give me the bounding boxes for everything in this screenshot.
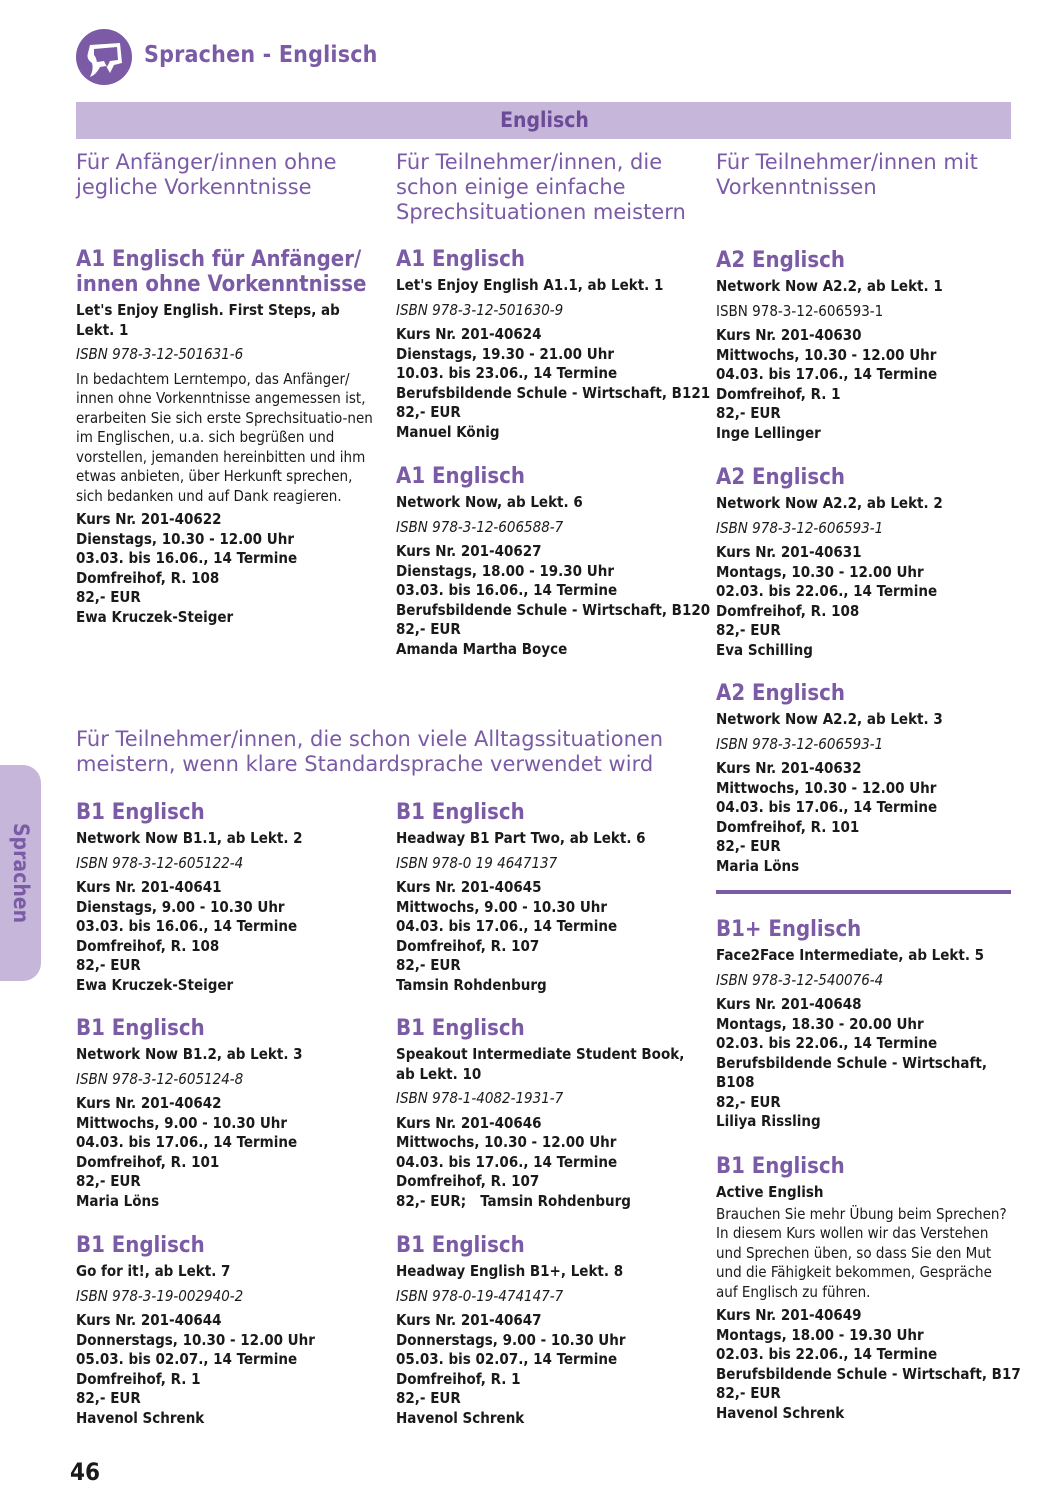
audience-heading-everyday: Für Teilnehmer/innen, die schon viele Alltagssituationen meistern, wenn klare Standardsprache verwendet wird [76,727,664,776]
course-number: Kurs Nr. 201-40649 [716,1306,862,1324]
course-price-teacher: 82,- EUR; Tamsin Rohdenburg [396,1191,631,1210]
course-title: A1 Englisch [396,247,525,272]
course-title: B1 Englisch [76,800,205,825]
course-isbn: ISBN 978-3-12-606593-1 [716,301,884,320]
course-book: Let's Enjoy English. First Steps, ab Lekt. 1 [76,301,340,339]
course-number: Kurs Nr. 201-40624 [396,325,542,343]
course-teacher: Inge Lellinger [716,423,821,442]
course-price: 82,- EUR [716,1384,781,1402]
course-room: Domfreihof, R. 108 [76,568,220,587]
course-card [396,1233,701,1428]
course-schedule: Mittwochs, 9.00 - 10.30 Uhr [396,897,608,916]
course-schedule: Montags, 10.30 - 12.00 Uhr [716,562,924,581]
course-book: Let's Enjoy English A1.1, ab Lekt. 1 [396,276,664,294]
course-room: Domfreihof, R. 1 [76,1369,201,1388]
course-teacher: Maria Löns [716,856,800,875]
course-isbn: ISBN 978-0 19 4647137 [396,853,558,872]
course-isbn: ISBN 978-3-12-606588-7 [396,517,564,536]
course-room: Domfreihof, R. 101 [716,817,860,836]
course-dates: 05.03. bis 02.07., 14 Termine [76,1350,298,1368]
course-room: Berufsbildende Schule - Wirtschaft, B108 [716,1053,987,1091]
course-dates: 04.03. bis 17.06., 14 Termine [716,365,938,383]
course-dates: 02.03. bis 22.06., 14 Termine [716,582,938,600]
course-book: Network Now A2.2, ab Lekt. 1 [716,277,943,295]
course-room: Domfreihof, R. 108 [716,601,860,620]
course-teacher: Havenol Schrenk [396,1408,525,1427]
course-dates: 03.03. bis 16.06., 14 Termine [76,549,298,567]
course-dates: 04.03. bis 17.06., 14 Termine [716,798,938,816]
course-room: Domfreihof, R. 107 [396,1172,540,1190]
course-dates: 04.03. bis 17.06., 14 Termine [76,1133,298,1151]
course-price: 82,- EUR [716,1092,781,1111]
course-schedule: Donnerstags, 9.00 - 10.30 Uhr [396,1330,626,1349]
course-number: Kurs Nr. 201-40642 [76,1094,222,1112]
course-title: A2 Englisch [716,248,845,273]
course-card [716,1154,1021,1423]
course-teacher: Manuel König [396,422,500,441]
course-card [76,1233,381,1428]
course-schedule: Montags, 18.00 - 19.30 Uhr [716,1325,924,1344]
course-dates: 03.03. bis 16.06., 14 Termine [396,581,618,599]
course-description: Brauchen Sie mehr Übung beim Sprechen? In diesem Kurs wollen wir das Verstehen und Sprechen üben, so dass Sie den Mut und die Fähigkeit bekommen, Gespräche auf Englisch zu führen. [716,1204,1007,1301]
course-teacher: Liliya Rissling [716,1112,821,1130]
course-dates: 02.03. bis 22.06., 14 Termine [716,1345,938,1363]
course-schedule: Dienstags, 9.00 - 10.30 Uhr [76,897,285,916]
course-price: 82,- EUR [396,956,461,974]
course-title: B1 Englisch [396,800,525,825]
course-dates: 02.03. bis 22.06., 14 Termine [716,1034,938,1052]
course-room: Domfreihof, R. 101 [76,1152,220,1171]
course-title: B1 Englisch [76,1016,205,1041]
course-card [396,1016,701,1211]
course-card [76,247,376,627]
course-card [76,1016,381,1211]
course-title: A2 Englisch [716,681,845,706]
course-isbn: ISBN 978-3-12-605124-8 [76,1069,244,1088]
course-card [76,800,381,995]
course-card [716,248,1021,443]
course-isbn: ISBN 978-1-4082-1931-7 [396,1089,564,1107]
course-price: 82,- EUR [76,588,141,606]
course-number: Kurs Nr. 201-40641 [76,878,222,896]
course-title: B1 Englisch [76,1233,205,1258]
course-title: B1 Englisch [716,1154,845,1179]
audience-heading-beginners: Für Anfänger/innen ohne jegliche Vorkenntnisse [76,150,337,199]
course-card [396,800,701,995]
course-price: 82,- EUR [76,1389,141,1407]
course-book: Network Now A2.2, ab Lekt. 2 [716,494,943,512]
course-number: Kurs Nr. 201-40644 [76,1311,222,1329]
page-title: Sprachen - Englisch [144,42,378,68]
course-teacher: Havenol Schrenk [76,1408,205,1427]
course-price: 82,- EUR [716,404,781,422]
course-schedule: Dienstags, 10.30 - 12.00 Uhr [76,529,294,548]
course-isbn: ISBN 978-3-12-605122-4 [76,853,244,872]
course-number: Kurs Nr. 201-40647 [396,1311,542,1329]
course-dates: 03.03. bis 16.06., 14 Termine [76,917,298,935]
course-card [716,465,1021,660]
course-room: Domfreihof, R. 108 [76,936,220,955]
course-card [716,917,1016,1132]
course-number: Kurs Nr. 201-40645 [396,878,542,896]
course-dates: 04.03. bis 17.06., 14 Termine [396,917,618,935]
course-teacher: Tamsin Rohdenburg [396,975,547,994]
course-dates: 05.03. bis 02.07., 14 Termine [396,1350,618,1368]
course-book: Headway English B1+, Lekt. 8 [396,1262,624,1280]
section-band-label: Englisch [500,108,589,132]
course-schedule: Mittwochs, 10.30 - 12.00 Uhr [716,778,937,797]
course-book: Active English [716,1183,824,1201]
course-book: Go for it!, ab Lekt. 7 [76,1262,231,1280]
course-schedule: Dienstags, 19.30 - 21.00 Uhr [396,344,614,363]
course-title: A1 Englisch [396,464,525,489]
course-schedule: Montags, 18.30 - 20.00 Uhr [716,1014,924,1033]
course-room: Domfreihof, R. 107 [396,936,540,955]
course-teacher: Havenol Schrenk [716,1403,845,1422]
course-number: Kurs Nr. 201-40632 [716,759,862,777]
course-number: Kurs Nr. 201-40627 [396,542,542,560]
course-book: Network Now, ab Lekt. 6 [396,493,583,511]
course-title: B1 Englisch [396,1233,525,1258]
course-isbn: ISBN 978-3-12-606593-1 [716,518,884,537]
audience-heading-prior: Für Teilnehmer/innen mit Vorkenntnissen [716,150,978,199]
course-schedule: Donnerstags, 10.30 - 12.00 Uhr [76,1330,315,1349]
course-number: Kurs Nr. 201-40648 [716,995,862,1013]
course-title: B1+ Englisch [716,917,862,942]
course-isbn: ISBN 978-3-12-606593-1 [716,734,884,753]
speech-bubble-head-icon [76,29,132,85]
course-isbn: ISBN 978-3-12-501631-6 [76,345,244,363]
course-isbn: ISBN 978-3-12-501630-9 [396,300,564,319]
column-divider [716,890,1011,894]
course-schedule: Mittwochs, 9.00 - 10.30 Uhr [76,1113,288,1132]
course-room: Domfreihof, R. 1 [716,384,841,403]
course-card [396,247,711,442]
course-card [396,464,711,659]
course-schedule: Dienstags, 18.00 - 19.30 Uhr [396,561,614,580]
course-teacher: Maria Löns [76,1191,160,1210]
course-isbn: ISBN 978-0-19-474147-7 [396,1286,564,1305]
course-title: A1 Englisch für Anfänger/ innen ohne Vorkenntnisse [76,247,367,297]
course-price: 82,- EUR [716,837,781,855]
course-card [716,681,1021,876]
course-price: 82,- EUR [396,1389,461,1407]
course-description: In bedachtem Lerntempo, das Anfänger/ innen ohne Vorkenntnisse angemessen ist, erarbeiten Sie sich erste Sprechsituatio-nen im Englischen, u.a. sich begrüßen und vorstellen, jemanden hereinbitten und ihm etwas anbieten, über Herkunft sprechen, sich bedanken und auf Dank reagieren. [76,369,373,505]
course-number: Kurs Nr. 201-40630 [716,326,862,344]
section-band [76,102,1011,139]
course-dates: 04.03. bis 17.06., 14 Termine [396,1152,618,1171]
course-number: Kurs Nr. 201-40631 [716,543,862,561]
course-book: Network Now B1.1, ab Lekt. 2 [76,829,303,847]
course-isbn: ISBN 978-3-12-540076-4 [716,970,884,989]
course-book: Network Now B1.2, ab Lekt. 3 [76,1045,303,1063]
side-tab-label: Sprachen [9,822,33,924]
course-price: 82,- EUR [396,620,461,638]
course-dates: 10.03. bis 23.06., 14 Termine [396,364,618,382]
course-room: Berufsbildende Schule - Wirtschaft, B121 [396,383,711,402]
course-price: 82,- EUR [76,1172,141,1190]
course-number: Kurs Nr. 201-40622 [76,510,222,528]
course-book: Headway B1 Part Two, ab Lekt. 6 [396,829,646,847]
course-room: Berufsbildende Schule - Wirtschaft, B17 [716,1364,1021,1383]
course-price: 82,- EUR [76,956,141,974]
course-teacher: Amanda Martha Boyce [396,639,568,658]
page-number: 46 [70,1458,101,1486]
course-room: Berufsbildende Schule - Wirtschaft, B120 [396,600,711,619]
course-teacher: Ewa Kruczek-Steiger [76,975,234,994]
course-schedule: Mittwochs, 10.30 - 12.00 Uhr [716,345,937,364]
course-title: B1 Englisch [396,1016,525,1041]
course-teacher: Ewa Kruczek-Steiger [76,607,234,626]
audience-heading-simple: Für Teilnehmer/innen, die schon einige einfache Sprechsituationen meistern [396,150,686,224]
course-price: 82,- EUR [396,403,461,421]
course-book: Speakout Intermediate Student Book, ab Lekt. 10 [396,1045,685,1083]
course-isbn: ISBN 978-3-19-002940-2 [76,1286,244,1305]
course-book: Network Now A2.2, ab Lekt. 3 [716,710,943,728]
course-book: Face2Face Intermediate, ab Lekt. 5 [716,946,985,964]
course-number: Kurs Nr. 201-40646 [396,1113,542,1132]
course-room: Domfreihof, R. 1 [396,1369,521,1388]
course-title: A2 Englisch [716,465,845,490]
course-teacher: Eva Schilling [716,640,813,659]
course-schedule: Mittwochs, 10.30 - 12.00 Uhr [396,1133,617,1151]
course-price: 82,- EUR [716,621,781,639]
